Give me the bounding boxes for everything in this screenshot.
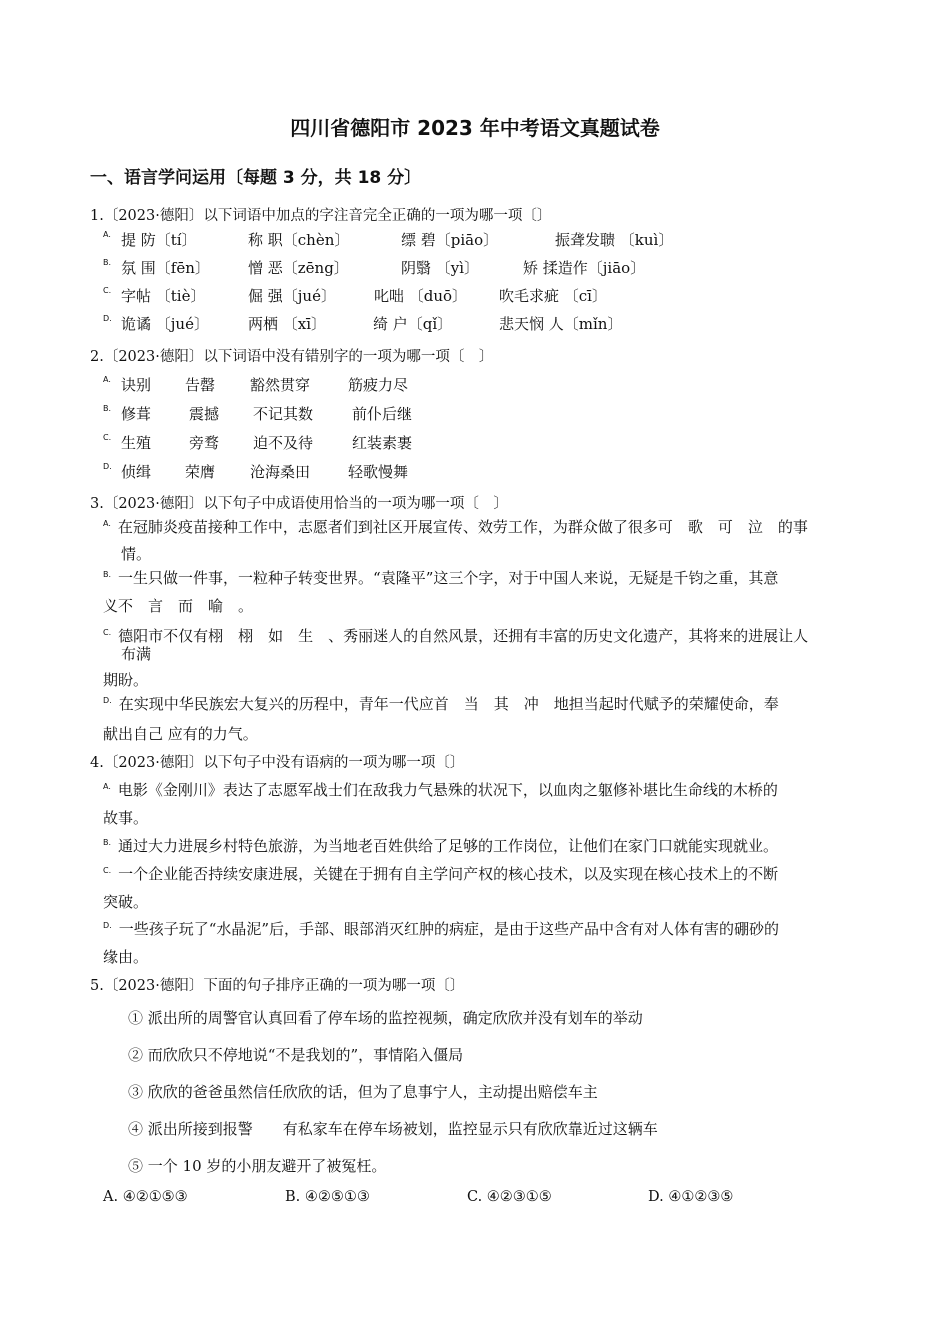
option-item: 字帖 〔tiè〕: [121, 287, 206, 305]
question-4-option-b: [103, 835, 778, 856]
question-4-option-a-cont: 故事。: [103, 809, 149, 827]
option-item: 诡谲 〔jué〕: [121, 315, 209, 333]
question-3-option-c-cont1: 布满: [121, 645, 152, 663]
option-item: 前仆后继: [352, 405, 413, 423]
option-item: 震撼: [189, 405, 220, 423]
option-item: 矫 揉造作〔jiāo〕: [523, 259, 646, 277]
option-text: 一个企业能否持续安康进展，关键在于拥有自主学问产权的核心技术，以及实现在核心技术上的不断: [118, 865, 779, 883]
question-3-option-d: [103, 693, 779, 714]
option-item: 憎 恶〔zēng〕: [248, 259, 349, 277]
question-2-option-c: [103, 432, 603, 452]
option-label: B.: [103, 838, 112, 847]
option-item: 吹毛求疵 〔cī〕: [499, 287, 607, 305]
option-text: 通过大力进展乡村特色旅游，为当地老百姓供给了足够的工作岗位，让他们在家门口就能实现就业。: [118, 837, 779, 855]
option-item: 缥 碧〔piāo〕: [401, 231, 499, 249]
sentence-2: ② 而欣欣只不停地说“不是我划的”，事情陷入僵局: [128, 1046, 464, 1064]
option-item: 不记其数: [253, 405, 314, 423]
option-item: 筋疲力尽: [348, 376, 409, 394]
option-item: 侦缉: [121, 463, 152, 481]
question-2-stem: 2.〔2023·德阳〕以下词语中没有错别字的一项为哪一项〔 〕: [90, 349, 494, 365]
option-item: 氛 围〔fēn〕: [121, 259, 210, 277]
section-heading: 一、语言学问运用〔每题 3 分，共 18 分〕: [90, 168, 422, 188]
option-label: B.: [103, 570, 112, 579]
question-1-stem: 1.〔2023·德阳〕以下词语中加点的字注音完全正确的一项为哪一项〔〕: [90, 208, 552, 224]
option-item: 告罄: [185, 376, 216, 394]
option-label: D.: [103, 696, 112, 705]
option-text: 一些孩子玩了“水晶泥”后，手部、眼部消灭红肿的病症，是由于这些产品中含有对人体有害的硼砂的: [118, 920, 780, 938]
question-3-option-c: [103, 625, 808, 646]
question-2-option-d: [103, 461, 603, 481]
option-item: 振聋发聩 〔kuì〕: [555, 231, 674, 249]
answer-b: B. ④②⑤①③: [285, 1189, 370, 1205]
option-text: 在冠肺炎疫苗接种工作中，志愿者们到社区开展宣传、效劳工作，为群众做了很多可 歌 可 泣 的事: [117, 518, 808, 536]
option-item: 诀别: [121, 376, 152, 394]
option-label: C.: [103, 286, 112, 295]
option-item: 叱咄 〔duō〕: [374, 287, 468, 305]
option-label: A.: [103, 375, 111, 384]
question-4-option-c-cont: 突破。: [103, 893, 149, 911]
option-text: 电影《金刚川》表达了志愿军战士们在敌我力气悬殊的状况下，以血肉之躯修补堪比生命线的木桥的: [117, 781, 778, 799]
question-3-option-b-cont: 义不 言 而 喻 。: [103, 597, 254, 615]
question-1-option-a: [103, 229, 883, 249]
option-item: 倔 强〔jué〕: [248, 287, 336, 305]
option-label: D.: [103, 462, 112, 471]
sentence-3: ③ 欣欣的爸爸虽然信任欣欣的话，但为了息事宁人，主动提出赔偿车主: [128, 1083, 598, 1101]
option-item: 豁然贯穿: [250, 376, 311, 394]
sentence-5: ⑤ 一个 10 岁的小朋友避开了被冤枉。: [128, 1157, 387, 1175]
option-item: 迫不及待: [253, 434, 314, 452]
question-3-option-a-cont: 情。: [121, 545, 152, 563]
option-label: D.: [103, 314, 112, 323]
question-1-option-d: [103, 313, 883, 333]
answer-c: C. ④②③①⑤: [467, 1189, 552, 1205]
answer-d: D. ④①②③⑤: [648, 1189, 734, 1205]
sentence-1: ① 派出所的周警官认真回看了停车场的监控视频，确定欣欣并没有划车的举动: [128, 1009, 643, 1027]
option-label: C.: [103, 628, 112, 637]
question-3-option-b: [103, 567, 778, 588]
answer-a: A. ④②①⑤③: [103, 1189, 188, 1205]
option-item: 旁骛: [189, 434, 220, 452]
option-item: 绮 户〔qǐ〕: [373, 315, 453, 333]
page-title: 四川省德阳市 2023 年中考语文真题试卷: [290, 116, 660, 140]
question-3-stem: 3.〔2023·德阳〕以下句子中成语使用恰当的一项为哪一项〔 〕: [90, 496, 508, 512]
question-2-option-b: [103, 403, 603, 423]
question-1-option-b: [103, 257, 883, 277]
option-text: 一生只做一件事，一粒种子转变世界。“袁隆平”这三个字，对于中国人来说，无疑是千钧之重，其意: [118, 569, 779, 587]
option-label: C.: [103, 866, 112, 875]
option-item: 荣膺: [185, 463, 216, 481]
question-4-option-d-cont: 缘由。: [103, 948, 149, 966]
question-4-option-c: [103, 863, 778, 884]
question-3-option-c-cont2: 期盼。: [103, 671, 149, 689]
option-item: 提 防〔tí〕: [121, 231, 197, 249]
option-text: 在实现中华民族宏大复兴的历程中，青年一代应首 当 其 冲 地担当起时代赋予的荣耀使命，奉: [118, 695, 779, 713]
option-item: 轻歌慢舞: [348, 463, 409, 481]
option-label: C.: [103, 433, 112, 442]
option-label: B.: [103, 258, 112, 267]
option-item: 沧海桑田: [250, 463, 311, 481]
option-item: 修葺: [121, 405, 152, 423]
question-1-option-c: [103, 285, 883, 305]
option-item: 悲天悯 人〔mǐn〕: [499, 315, 623, 333]
option-text: 德阳市不仅有栩 栩 如 生 、秀丽迷人的自然风景，还拥有丰富的历史文化遗产，其将来的进展让人: [118, 627, 809, 645]
question-4-option-d: [103, 918, 779, 939]
option-item: 称 职〔chèn〕: [248, 231, 350, 249]
question-3-option-a: [103, 516, 808, 537]
option-label: A.: [103, 519, 111, 528]
option-item: 阴翳 〔yì〕: [401, 259, 480, 277]
option-label: A.: [103, 230, 111, 239]
option-item: 两栖 〔xī〕: [248, 315, 327, 333]
question-5-stem: 5.〔2023·德阳〕下面的句子排序正确的一项为哪一项〔〕: [90, 978, 465, 994]
option-item: 红装素裹: [352, 434, 413, 452]
option-label: D.: [103, 921, 112, 930]
question-4-option-a: [103, 779, 778, 800]
sentence-4: ④ 派出所接到报警 有私家车在停车场被划，监控显示只有欣欣靠近过这辆车: [128, 1120, 658, 1138]
question-2-option-a: [103, 374, 603, 394]
question-3-option-d-cont: 献出自己 应有的力气。: [103, 725, 258, 743]
option-label: B.: [103, 404, 112, 413]
option-item: 生殖: [121, 434, 152, 452]
option-label: A.: [103, 782, 111, 791]
question-4-stem: 4.〔2023·德阳〕以下句子中没有语病的一项为哪一项〔〕: [90, 755, 465, 771]
